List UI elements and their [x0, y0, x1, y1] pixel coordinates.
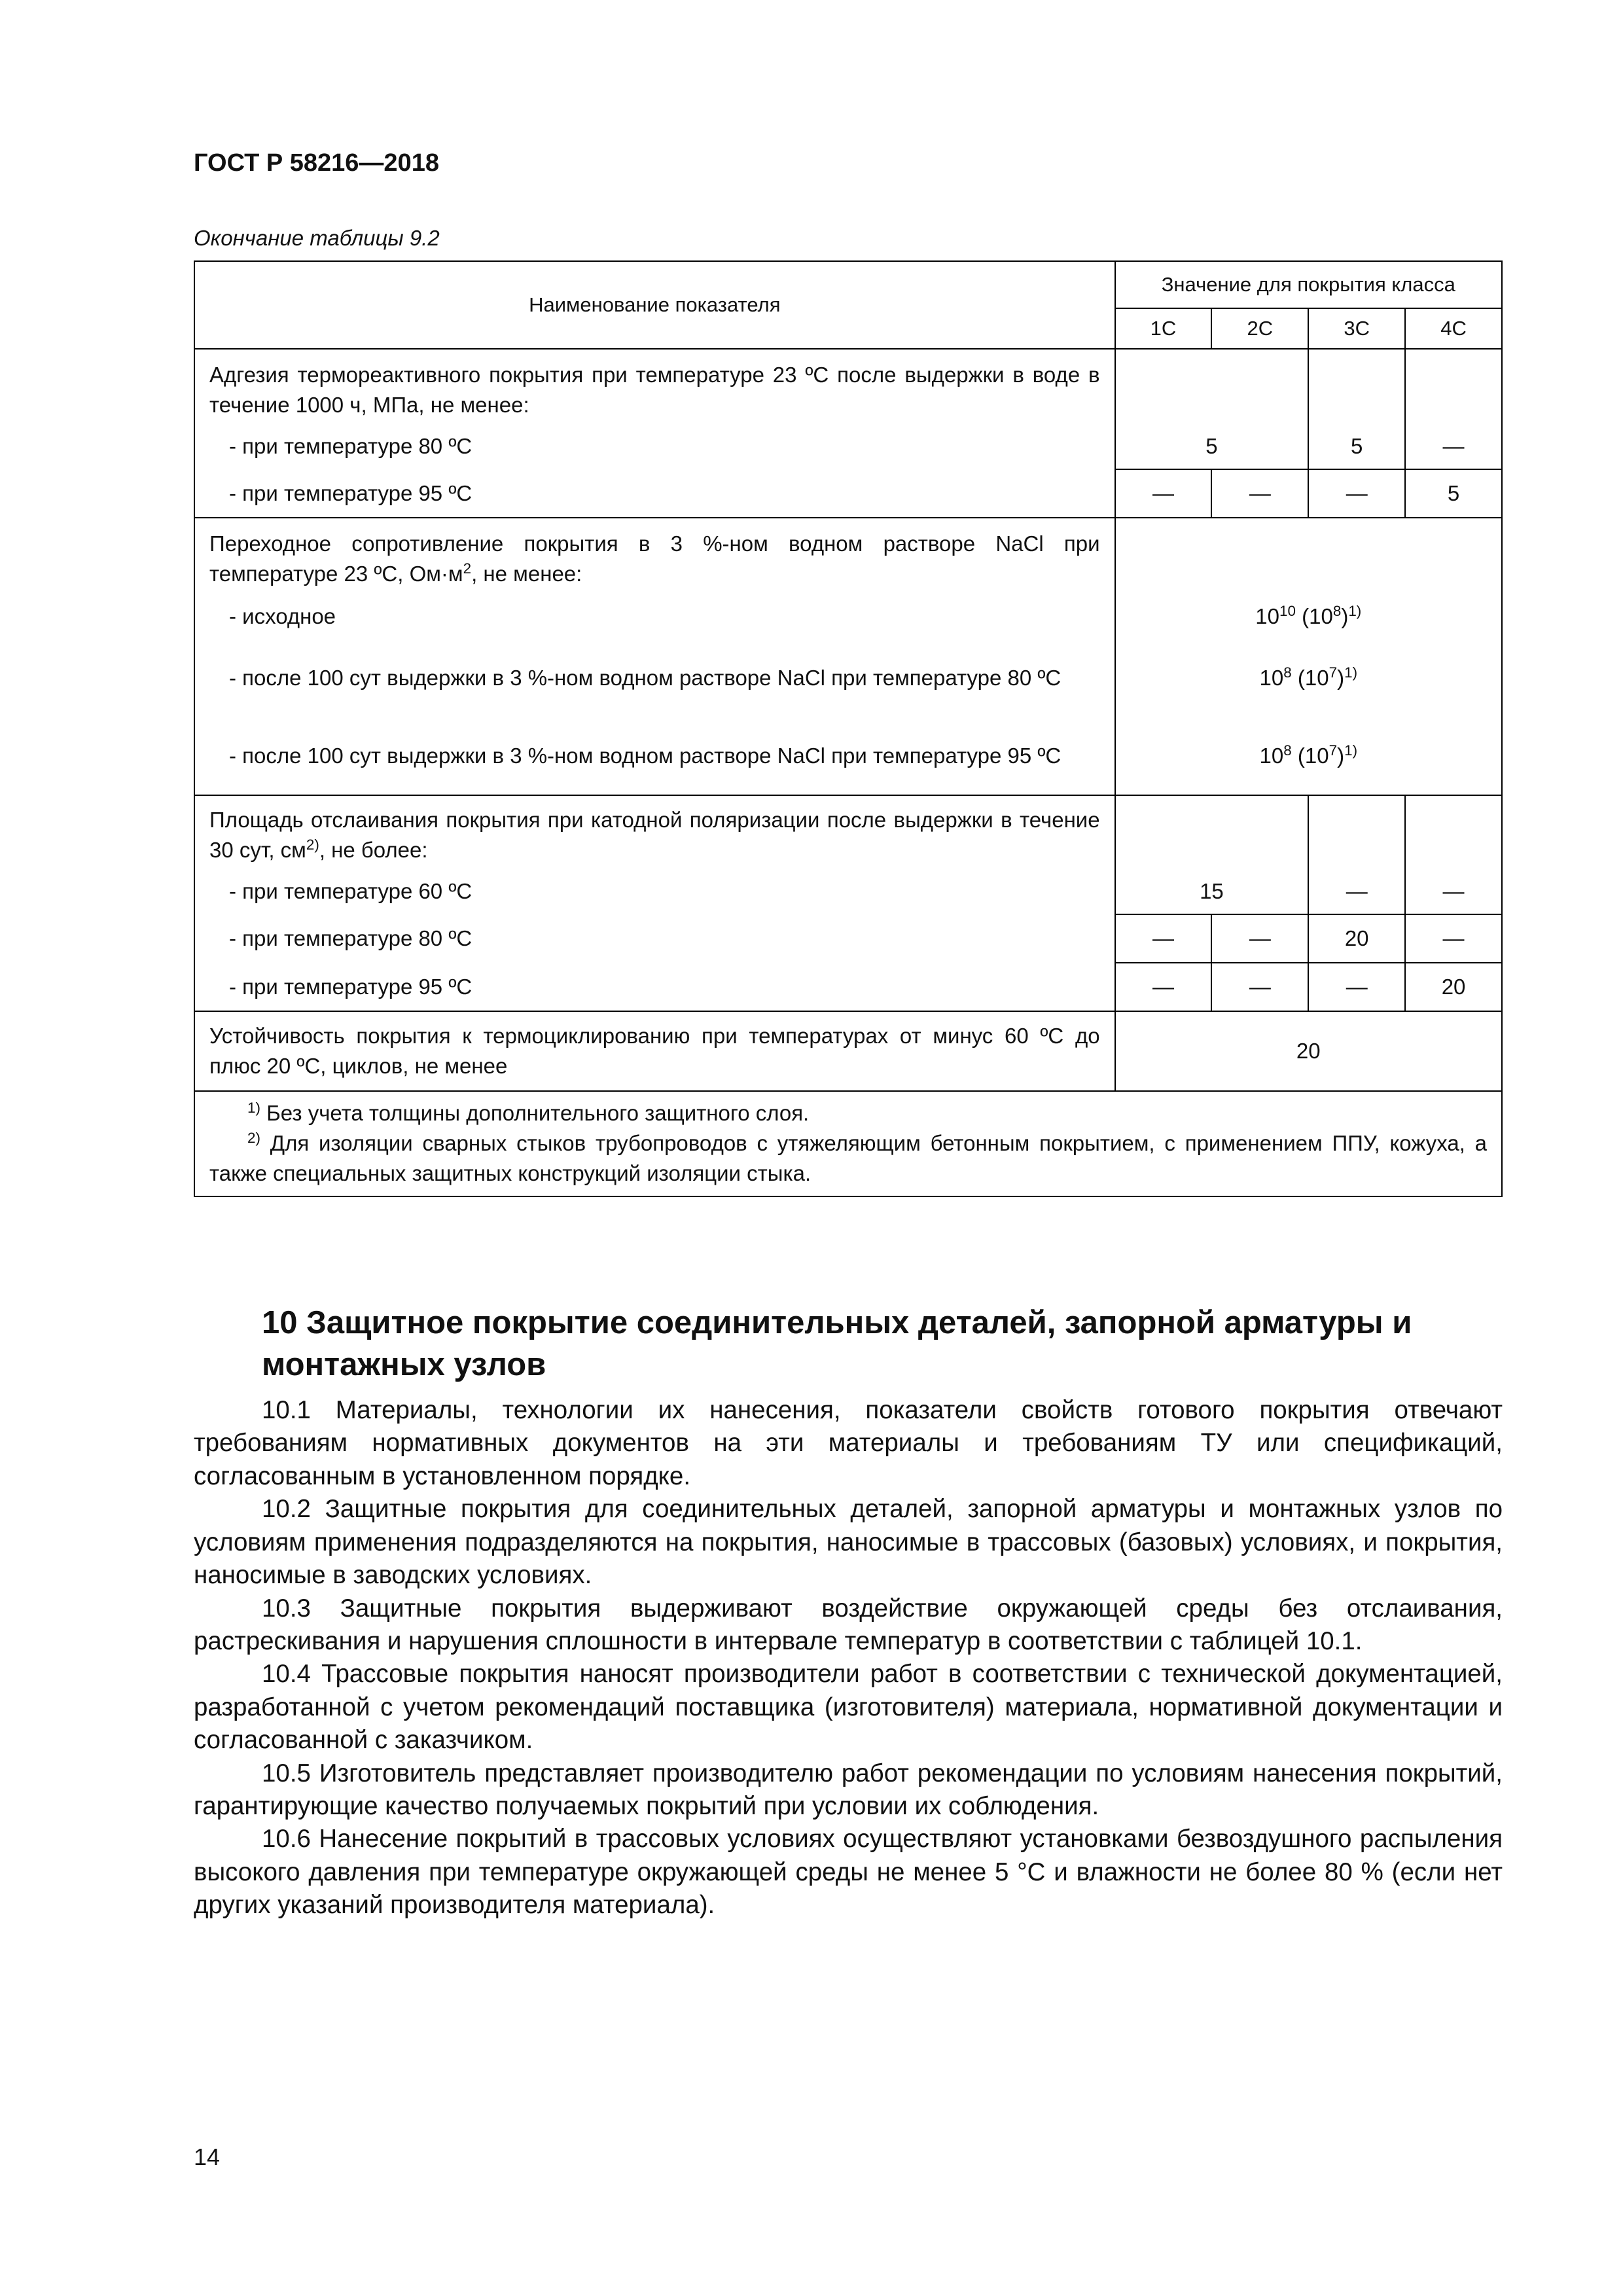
alt-base: (10: [1291, 743, 1329, 768]
resistance-label: [194, 518, 1115, 594]
peel-80-class-2c: —: [1211, 914, 1308, 963]
peel-80-class-3c: 20: [1308, 914, 1405, 963]
note-1-mark: 1): [247, 1100, 260, 1116]
resistance-row-95-label: - после 100 сут выдержки в 3 %-ном водном растворе NaCl при температуре 95 ºС: [194, 717, 1115, 795]
value-base: 10: [1259, 743, 1284, 768]
value-base: 10: [1259, 666, 1284, 691]
resistance-label-text: Переходное сопротивление покрытия в 3 %-ном водном растворе NaCl при температуре 23 ºС, Ом·м: [209, 531, 1100, 586]
paragraph-10-1: 10.1 Материалы, технологии их нанесения, показатели свойств готового покрытия отвечают требованиям нормативных документов на эти материалы и требованиям ТУ или спецификаций, согласованным в установленном порядке.: [194, 1396, 1503, 1490]
header-class-4c: 4С: [1405, 308, 1502, 349]
adhesion-80-class-1c-2c: 5: [1115, 423, 1309, 469]
resistance-row-80-value: [1115, 639, 1502, 717]
paragraph-10-5: 10.5 Изготовитель представляет производителю работ рекомендации по условиям нанесения покрытий, гарантирующие качество получаемых покрытий при условии их соблюдения.: [194, 1759, 1503, 1821]
alt-close: ): [1341, 604, 1349, 629]
adhesion-blank-4: [1405, 349, 1502, 423]
peel-blank-4: [1405, 795, 1502, 869]
header-class-3c: 3С: [1308, 308, 1405, 349]
peel-row-80-label: - при температуре 80 ºС: [194, 914, 1115, 963]
header-class-2c: 2С: [1211, 308, 1308, 349]
adhesion-95-class-1c: —: [1115, 469, 1212, 518]
peel-95-class-1c: —: [1115, 963, 1212, 1011]
value-base: 10: [1255, 604, 1279, 629]
peel-95-class-2c: —: [1211, 963, 1308, 1011]
peel-blank-12: [1115, 795, 1309, 869]
footnote-ref: 1): [1348, 603, 1362, 620]
alt-close: ): [1337, 666, 1345, 691]
resistance-row-initial-label: - исходное: [194, 594, 1115, 639]
resistance-label-tail: , не менее:: [471, 561, 582, 586]
resistance-label-sup: 2: [463, 560, 472, 577]
adhesion-80-class-3c: 5: [1308, 423, 1405, 469]
properties-table: [194, 260, 1503, 1197]
peel-label: [194, 795, 1115, 869]
footnote-ref: 1): [1344, 742, 1358, 759]
resistance-row-95-value: [1115, 717, 1502, 795]
note-2: [209, 1128, 1487, 1189]
adhesion-label: Адгезия термореактивного покрытия при температуре 23 ºС после выдержки в воде в течение 1000 ч, МПа, не менее:: [194, 349, 1115, 423]
paragraph-10-2: 10.2 Защитные покрытия для соединительных деталей, запорной арматуры и монтажных узлов по условиям применения подразделяются на покрытия, наносимые в трассовых (базовых) условиях, и покрытия, наносимые в заводских условиях.: [194, 1495, 1503, 1590]
value-exp: 8: [1283, 742, 1292, 759]
peel-95-class-3c: —: [1308, 963, 1405, 1011]
note-1: [209, 1098, 1487, 1128]
adhesion-95-class-2c: —: [1211, 469, 1308, 518]
header-indicator-name: Наименование показателя: [194, 261, 1115, 349]
table-caption: Окончание таблицы 9.2: [194, 226, 440, 250]
adhesion-row-80-label: - при температуре 80 ºС: [194, 423, 1115, 469]
adhesion-95-class-3c: —: [1308, 469, 1405, 518]
peel-row-60-label: - при температуре 60 ºС: [194, 869, 1115, 914]
peel-label-text: Площадь отслаивания покрытия при катодной поляризации после выдержки в течение 30 сут, см: [209, 807, 1100, 862]
note-2-mark: 2): [247, 1130, 260, 1147]
alt-close: ): [1337, 743, 1345, 768]
resistance-blank: [1115, 518, 1502, 594]
peel-60-class-4c: —: [1405, 869, 1502, 914]
alt-base: (10: [1291, 666, 1329, 691]
adhesion-95-class-4c: 5: [1405, 469, 1502, 518]
peel-label-tail: , не более:: [319, 837, 428, 862]
alt-exp: 7: [1329, 664, 1338, 681]
adhesion-80-class-4c: —: [1405, 423, 1502, 469]
alt-exp: 7: [1329, 742, 1338, 759]
peel-blank-3: [1308, 795, 1405, 869]
note-2-text: Для изоляции сварных стыков трубопроводов с утяжеляющим бетонным покрытием, с применением ППУ, кожуха, а также специальных защитных конструкций изоляции стыка.: [209, 1131, 1487, 1186]
value-exp: 8: [1283, 664, 1292, 681]
thermocycling-value: 20: [1115, 1011, 1502, 1091]
peel-row-95-label: - при температуре 95 ºС: [194, 963, 1115, 1011]
value-exp: 10: [1279, 603, 1296, 620]
peel-60-class-3c: —: [1308, 869, 1405, 914]
header-class-1c: 1С: [1115, 308, 1212, 349]
paragraph-10-6: 10.6 Нанесение покрытий в трассовых условиях осуществляют установками безвоздушного распыления высокого давления при температуре окружающей среды не менее 5 °С и влажности не более 80 % (если нет других указаний производителя материала).: [194, 1825, 1503, 1920]
peel-80-class-4c: —: [1405, 914, 1502, 963]
alt-exp: 8: [1332, 603, 1342, 620]
paragraph-10-4: 10.4 Трассовые покрытия наносят производители работ в соответствии с технической документацией, разработанной с учетом рекомендаций поставщика (изготовителя) материала, нормативной документации и согласованной с заказчиком.: [194, 1660, 1503, 1755]
adhesion-blank-3: [1308, 349, 1405, 423]
peel-80-class-1c: —: [1115, 914, 1212, 963]
header-class-value: Значение для покрытия класса: [1115, 261, 1502, 308]
peel-label-sup: 2): [306, 836, 319, 853]
section-heading: 10 Защитное покрытие соединительных деталей, запорной арматуры и монтажных узлов: [262, 1305, 1412, 1382]
peel-60-class-1c-2c: 15: [1115, 869, 1309, 914]
section-body: [194, 1394, 1503, 1922]
alt-base: (10: [1295, 604, 1333, 629]
footnote-ref: 1): [1344, 664, 1358, 681]
document-code: ГОСТ Р 58216—2018: [194, 149, 439, 177]
thermocycling-label: Устойчивость покрытия к термоциклированию при температурах от минус 60 ºС до плюс 20 ºС, циклов, не менее: [194, 1011, 1115, 1091]
paragraph-10-3: 10.3 Защитные покрытия выдерживают воздействие окружающей среды без отслаивания, растрескивания и нарушения сплошности в интервале температур в соответствии с таблицей 10.1.: [194, 1594, 1503, 1655]
resistance-row-80-label: - после 100 сут выдержки в 3 %-ном водном растворе NaCl при температуре 80 ºС: [194, 639, 1115, 717]
page-number: 14: [194, 2144, 221, 2170]
adhesion-blank-12: [1115, 349, 1309, 423]
note-1-text: Без учета толщины дополнительного защитного слоя.: [260, 1101, 810, 1125]
peel-95-class-4c: 20: [1405, 963, 1502, 1011]
resistance-row-initial-value: [1115, 594, 1502, 639]
table-notes: [194, 1091, 1502, 1196]
adhesion-row-95-label: - при температуре 95 ºС: [194, 469, 1115, 518]
